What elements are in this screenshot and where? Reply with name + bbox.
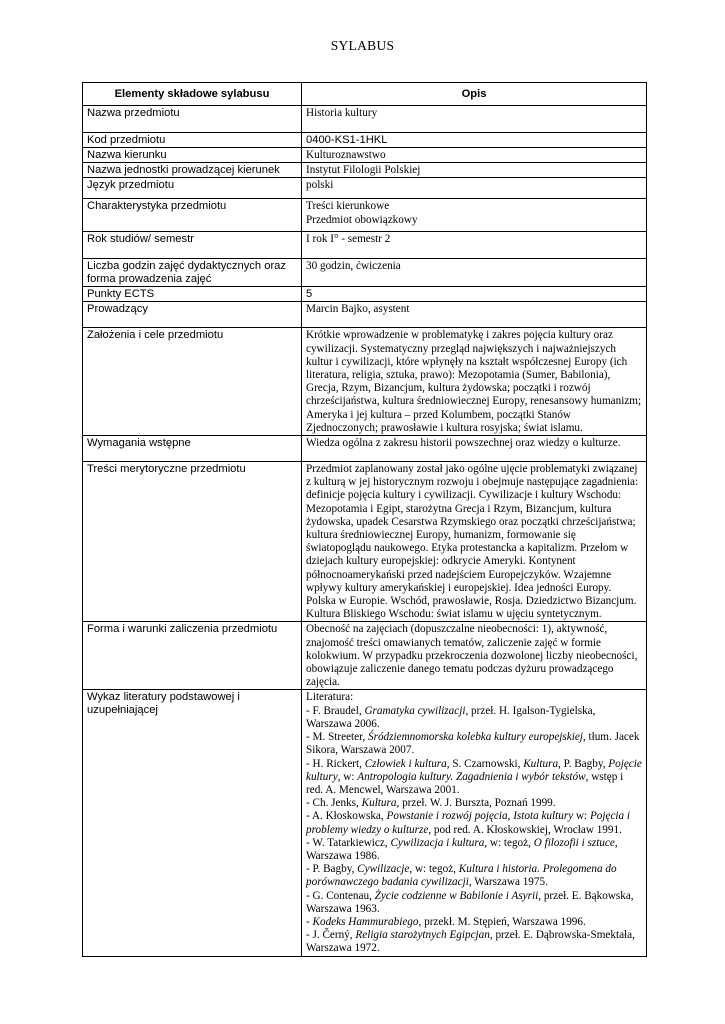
row-value: Przedmiot zaplanowany został jako ogólne ujęcie problematyki związanej z kulturą w jej historycznym rozwoju i obejmuje następujące zagadnienia: definicje pojęcia kultury i cywilizacji. Cywilizacje i kultury Wschodu: Mezopotamia i Egipt, starożytna Grecja i Rzym, Bizancjum, kultura żydowska, upadek Cesarstwa Rzymskiego oraz początki chrześcijaństwa; kultura średniowiecznej Europy, humanizm, formowanie się światopoglądu naukowego. Etyka protestancka a kapitalizm. Przełom w dziejach kultury europejskiej: odkrycie Ameryki. Kontynent północnoamerykański przed nadejściem Europejczyków. Wzajemne wpływy kultury amerykańskiej i europejskiej. Idea jedności Europy. Polska w Europie. Wschód, prawosławie, Rosja. Dziedzictwo Bizancjum. Kultura Bliskiego Wschodu: świat islamu w ujęciu syntetycznym. [302,462,647,622]
header-description: Opis [302,83,647,106]
row-label: Liczba godzin zajęć dydaktycznych oraz forma prowadzenia zajęć [83,259,302,287]
syllabus-table [82,82,647,957]
row-label: Nazwa kierunku [83,148,302,163]
row-label: Punkty ECTS [83,287,302,302]
table-row [83,106,647,133]
row-value: Obecność na zajęciach (dopuszczalne nieobecności: 1), aktywność, znajomość treści omawianych tematów, zaliczenie zajęć w formie kolokwium. W przypadku przekroczenia dozwolonej liczby nieobecności, obowiązuje zaliczenie danego tematu podczas dyżuru prowadzącego zajęcia. [302,622,647,690]
header-elements: Elementy składowe sylabusu [83,83,302,106]
table-row [83,622,647,690]
row-value: Wiedza ogólna z zakresu historii powszechnej oraz wiedzy o kulturze. [302,436,647,462]
row-label: Język przedmiotu [83,178,302,199]
table-row [83,690,647,956]
table-row [83,163,647,178]
row-label: Treści merytoryczne przedmiotu [83,462,302,622]
row-label: Kod przedmiotu [83,133,302,148]
table-row [83,199,647,232]
literature-item: - W. Tatarkiewicz, Cywilizacja i kultura, w: tegoż, O filozofii i sztuce, Warszawa 1986. [306,836,618,862]
literature-item: - G. Contenau, Życie codzienne w Babilonie i Asyrii, przeł. E. Bąkowska, Warszawa 1963. [306,889,634,915]
table-row [83,133,647,148]
table-row [83,232,647,259]
literature-item: - Kodeks Hammurabiego, przekł. M. Stępień, Warszawa 1996. [306,915,586,928]
row-value: Historia kultury [302,106,647,133]
row-value: Kulturoznawstwo [302,148,647,163]
row-value: 5 [302,287,647,302]
value-line: Przedmiot obowiązkowy [306,213,418,226]
row-label: Nazwa jednostki prowadzącej kierunek [83,163,302,178]
row-label: Prowadzący [83,302,302,328]
table-row [83,287,647,302]
row-value: 30 godzin, ćwiczenia [302,259,647,287]
row-value [302,199,647,232]
literature-item: - F. Braudel, Gramatyka cywilizacji, przeł. H. Igalson-Tygielska, Warszawa 2006. [306,704,596,730]
row-label: Nazwa przedmiotu [83,106,302,133]
literature-item: - J. Černý, Religia starożytnych Egipcjan, przeł. E. Dąbrowska-Smektała, Warszawa 1972. [306,929,635,955]
literature-heading: Literatura: [306,691,354,704]
table-row [83,259,647,287]
literature-item: - M. Streeter, Śródziemnomorska kolebka kultury europejskiej, tłum. Jacek Sikora, Warszawa 2007. [306,731,640,757]
literature-item: - H. Rickert, Człowiek i kultura, S. Czarnowski, Kultura, P. Bagby, Pojęcie kultury, w: Antropologia kultury. Zagadnienia i wybór tekstów, wstęp i red. A. Mencwel, Warszawa 2001. [306,757,642,796]
document-title: SYLABUS [330,38,395,53]
table-row [83,462,647,622]
value-line: Treści kierunkowe [306,200,390,213]
table-row [83,302,647,328]
table-header-row [83,83,647,106]
row-value: 0400-KS1-1HKL [302,133,647,148]
row-value: Instytut Filologii Polskiej [302,163,647,178]
row-label: Rok studiów/ semestr [83,232,302,259]
row-label: Założenia i cele przedmiotu [83,328,302,436]
row-value: Krótkie wprowadzenie w problematykę i zakres pojęcia kultury oraz cywilizacji. Systematyczny przegląd największych i najważniejszych kultur i cywilizacji, które wpłynęły na kształt współczesnej Europy (ich literatura, religia, sztuka, prawo): Mezopotamia (Sumer, Babilonia), Grecja, Rzym, Bizancjum, kultura żydowska; początki i rozwój chrześcijaństwa, kultura średniowiecznej Europy, renesansowy humanizm; Ameryka i jej kultura – przed Kolumbem, początki Stanów Zjednoczonych; prawosławie i kultura rosyjska; świat islamu. [302,328,647,436]
row-value: polski [302,178,647,199]
row-label: Charakterystyka przedmiotu [83,199,302,232]
table-row [83,436,647,462]
row-value: I rok I° - semestr 2 [302,232,647,259]
table-row [83,148,647,163]
table-row [83,178,647,199]
literature-list [302,690,647,956]
literature-item: - Ch. Jenks, Kultura, przeł. W. J. Burszta, Poznań 1999. [306,797,556,810]
row-label: Wykaz literatury podstawowej i uzupełniającej [83,690,302,956]
row-label: Forma i warunki zaliczenia przedmiotu [83,622,302,690]
literature-item: - A. Kłoskowska, Powstanie i rozwój pojęcia, Istota kultury w: Pojęcia i problemy wiedzy o kulturze, pod red. A. Kłoskowskiej, Wrocław 1991. [306,810,631,836]
literature-item: - P. Bagby, Cywilizacje, w: tegoż, Kultura i historia. Prolegomena do porównawczego badania cywilizacji, Warszawa 1975. [306,863,617,889]
row-value: Marcin Bajko, asystent [302,302,647,328]
row-label: Wymagania wstępne [83,436,302,462]
table-row [83,328,647,436]
